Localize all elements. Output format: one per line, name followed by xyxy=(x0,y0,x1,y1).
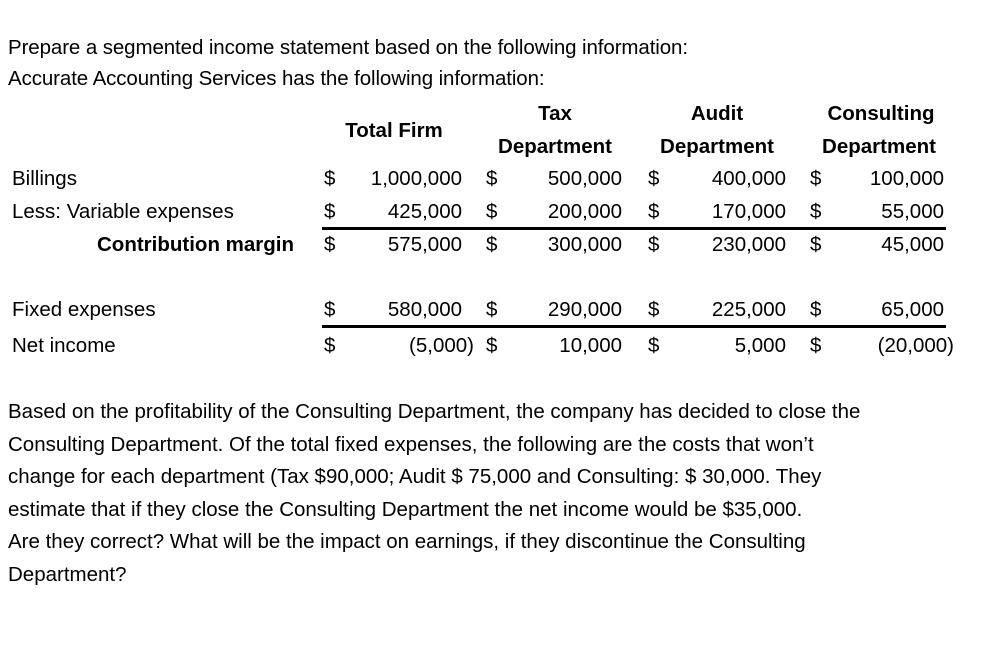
question-line-4: estimate that if they close the Consulting Department the net income would be $35,000. xyxy=(8,497,803,521)
audit-value: 170,000 xyxy=(711,200,786,223)
audit-value: 5,000 xyxy=(734,334,786,357)
dollar-sign: $ xyxy=(648,167,660,190)
total-value: 425,000 xyxy=(387,200,462,223)
question-line-3: change for each department (Tax $90,000; Audit $ 75,000 and Consulting: $ 30,000. They xyxy=(8,465,822,488)
dollar-sign: $ xyxy=(648,334,660,357)
dollar-sign: $ xyxy=(486,233,498,256)
row-label: Fixed expenses xyxy=(12,298,156,321)
header-audit-bottom: Department xyxy=(660,135,774,158)
header-total-firm: Total Firm xyxy=(345,119,443,142)
header-tax-bottom: Department xyxy=(498,135,612,158)
dollar-sign: $ xyxy=(486,167,498,190)
question-paragraph xyxy=(8,396,974,591)
header-consulting-top: Consulting xyxy=(827,102,935,125)
subtotal-rule xyxy=(322,227,946,230)
consulting-value: 65,000 xyxy=(881,298,944,321)
header-audit-top: Audit xyxy=(690,102,744,125)
audit-value: 400,000 xyxy=(711,167,786,190)
question-line-5: Are they correct? What will be the impact on earnings, if they discontinue the Consulting xyxy=(8,530,806,553)
tax-value: 290,000 xyxy=(547,298,622,321)
dollar-sign: $ xyxy=(486,334,498,357)
total-value: 1,000,000 xyxy=(370,167,462,190)
tax-value: 300,000 xyxy=(547,233,622,256)
dollar-sign: $ xyxy=(486,298,498,321)
dollar-sign: $ xyxy=(810,233,822,256)
total-value: 580,000 xyxy=(387,298,462,321)
dollar-sign: $ xyxy=(324,334,336,357)
dollar-sign: $ xyxy=(324,167,336,190)
header-tax-top: Tax xyxy=(538,102,572,125)
consulting-value: 100,000 xyxy=(869,167,944,190)
dollar-sign: $ xyxy=(810,167,822,190)
consulting-value: 45,000 xyxy=(881,233,944,256)
row-label: Less: Variable expenses xyxy=(12,200,234,223)
tax-value: 200,000 xyxy=(547,200,622,223)
subtotal-rule xyxy=(322,325,946,328)
audit-value: 230,000 xyxy=(711,233,786,256)
dollar-sign: $ xyxy=(648,233,660,256)
intro-line-1: Prepare a segmented income statement based on the following information: xyxy=(8,36,688,59)
consulting-value: 55,000 xyxy=(881,200,944,223)
dollar-sign: $ xyxy=(324,200,336,223)
audit-value: 225,000 xyxy=(711,298,786,321)
dollar-sign: $ xyxy=(648,298,660,321)
dollar-sign: $ xyxy=(810,334,822,357)
consulting-value: (20,000) xyxy=(877,334,954,357)
tax-value: 10,000 xyxy=(559,334,622,357)
total-value: (5,000) xyxy=(409,334,474,357)
question-line-1: Based on the profitability of the Consulting Department, the company has decided to close the xyxy=(8,400,861,423)
dollar-sign: $ xyxy=(486,200,498,223)
dollar-sign: $ xyxy=(648,200,660,223)
tax-value: 500,000 xyxy=(547,167,622,190)
dollar-sign: $ xyxy=(810,200,822,223)
dollar-sign: $ xyxy=(324,233,336,256)
row-label: Billings xyxy=(12,167,77,190)
question-line-6: Department? xyxy=(8,562,127,586)
intro-line-2: Accurate Accounting Services has the following information: xyxy=(8,67,545,90)
dollar-sign: $ xyxy=(810,298,822,321)
row-label: Net income xyxy=(12,334,116,357)
dollar-sign: $ xyxy=(324,298,336,321)
header-consulting-bottom: Department xyxy=(822,135,936,158)
question-line-2: Consulting Department. Of the total fixed expenses, the following are the costs that won’t xyxy=(8,432,814,456)
row-label: Contribution margin xyxy=(97,233,295,256)
total-value: 575,000 xyxy=(387,233,462,256)
